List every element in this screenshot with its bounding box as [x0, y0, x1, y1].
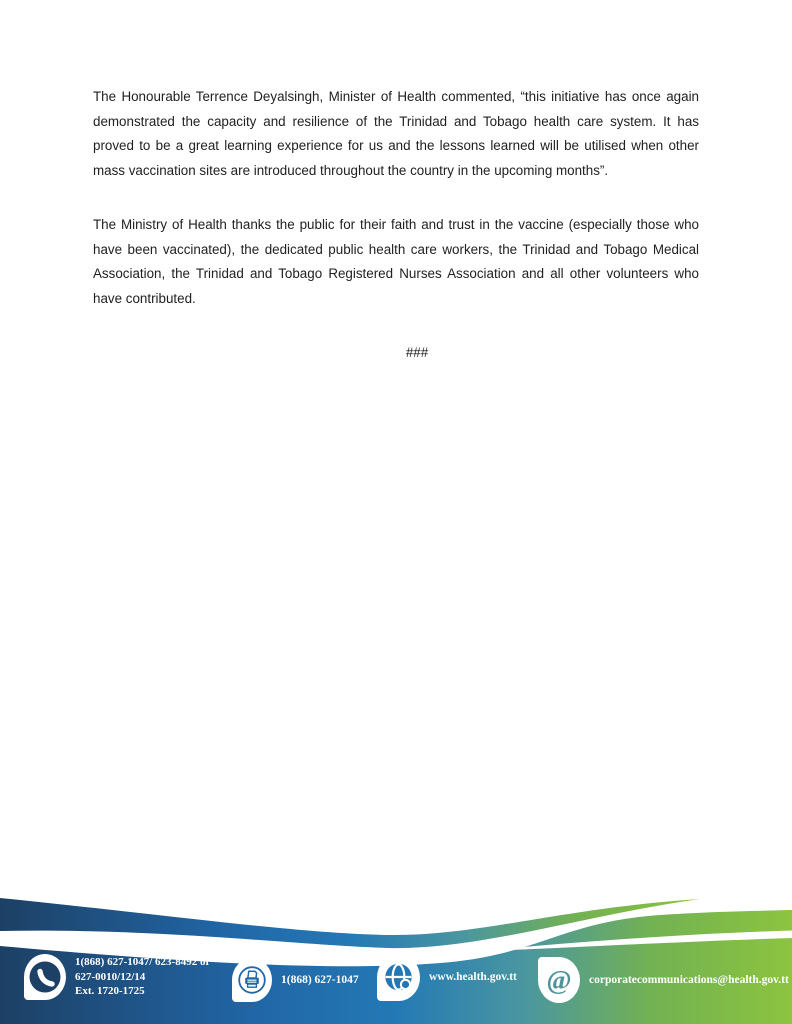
contact-email — [538, 957, 789, 1003]
phone-icon — [24, 954, 66, 1000]
at-icon — [538, 957, 580, 1003]
fax-number: 1(868) 627-1047 — [281, 973, 359, 986]
paragraph-thanks: The Ministry of Health thanks the public for their faith and trust in the vaccine (especially those who have been vaccinated), the dedicated public health care workers, the Trinidad and Tobago Medical Association, the Trinidad and Tobago Registered Nurses Association and all other volunteers who have contributed. — [93, 217, 699, 306]
svg-text:@: @ — [546, 965, 572, 995]
contact-fax — [232, 958, 359, 1002]
phone-numbers — [75, 955, 210, 999]
fax-icon — [232, 958, 272, 1002]
paragraph-minister-quote: The Honourable Terrence Deyalsingh, Minister of Health commented, “this initiative has once again demonstrated the capacity and resilience of the Trinidad and Tobago health care system. It has proved to be a great learning experience for us and the lessons learned will be utilised when other mass vaccination sites are introduced throughout the country in the upcoming months”. — [93, 89, 699, 178]
globe-icon — [377, 954, 420, 1001]
phone-line-2: 627-0010/12/14 — [75, 970, 146, 983]
email-address: corporatecommunications@health.gov.tt — [589, 973, 789, 986]
phone-line-1: 1(868) 627-1047/ 623-8492 or — [75, 956, 211, 969]
phone-line-3: Ext. 1720-1725 — [75, 985, 145, 998]
footer — [0, 888, 792, 1024]
contact-website — [377, 954, 517, 1001]
website-url: www.health.gov.tt — [429, 971, 517, 984]
document-body — [93, 85, 699, 366]
end-mark: ### — [405, 345, 429, 360]
contact-phone — [24, 954, 210, 1000]
